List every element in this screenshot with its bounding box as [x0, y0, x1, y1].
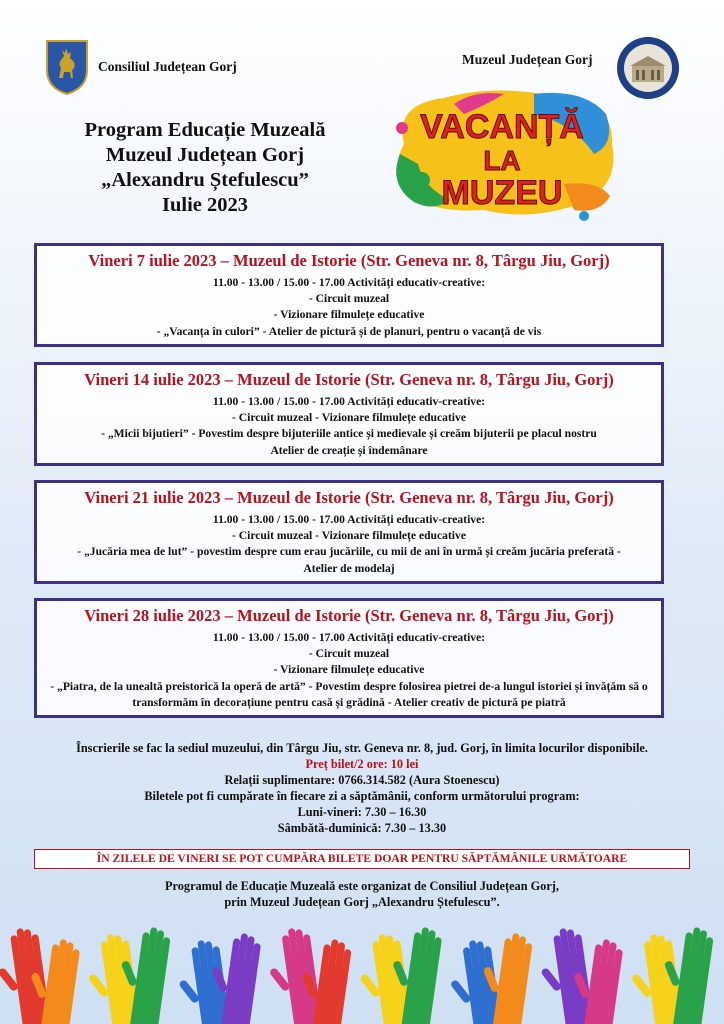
organizer-text	[20, 878, 704, 910]
info-block	[20, 740, 704, 836]
event-box	[34, 243, 664, 347]
event-line: - „Jucăria mea de lut” - povestim despre cum erau jucăriile, cu mii de ani în urmă și creăm jucăria preferată -	[77, 545, 621, 559]
ticket-price: Preț bilet/2 ore: 10 lei	[305, 757, 419, 771]
colorful-hands-decoration	[0, 918, 724, 1024]
event-title: Vineri 21 iulie 2023 – Muzeul de Istorie (Str. Geneva nr. 8, Târgu Jiu, Gorj)	[84, 488, 614, 507]
event-line: Atelier de modelaj	[303, 561, 395, 575]
county-crest-icon	[44, 38, 90, 96]
event-box	[34, 362, 664, 466]
title-line: Iulie 2023	[162, 194, 248, 216]
title-line: Muzeul Județean Gorj	[105, 144, 305, 166]
event-line: - „Piatra, de la unealtă preistorică la operă de artă” - Povestim despre folosirea pietrei de-a lungul istoriei și învățăm să o transformăm în decorațiune pentru casă și grădină - Atelier creativ de pictură pe piatră	[50, 679, 648, 709]
event-line: Atelier de creație și îndemânare	[270, 443, 428, 457]
organizer-line: Programul de Educație Muzeală este organizat de Consiliul Județean Gorj,	[165, 879, 559, 893]
event-line: - Circuit muzeal	[308, 647, 390, 661]
friday-notice: ÎN ZILELE DE VINERI SE POT CUMPĂRA BILETE DOAR PENTRU SĂPTĂMÂNILE URMĂTOARE	[34, 849, 690, 869]
event-line: - „Vacanța în culori” - Atelier de pictură și de planuri, pentru o vacanță de vis	[156, 324, 542, 338]
council-name: Consiliul Județean Gorj	[98, 59, 237, 74]
registration-text: Înscrierile se fac la sediul muzeului, din Târgu Jiu, str. Geneva nr. 8, jud. Gorj, în limita locurilor disponibile.	[76, 741, 648, 755]
hours-weekend: Sâmbătă-duminică: 7.30 – 13.30	[277, 821, 447, 835]
logo-word-la: LA	[483, 145, 521, 176]
title-line: Program Educație Muzeală	[84, 119, 326, 141]
event-line: 11.00 - 13.00 / 15.00 - 17.00 Activități educativ-creative:	[212, 395, 486, 408]
event-box	[34, 598, 664, 718]
event-title: Vineri 14 iulie 2023 – Muzeul de Istorie (Str. Geneva nr. 8, Târgu Jiu, Gorj)	[84, 370, 614, 389]
event-title: Vineri 28 iulie 2023 – Muzeul de Istorie (Str. Geneva nr. 8, Târgu Jiu, Gorj)	[84, 606, 614, 625]
event-line: 11.00 - 13.00 / 15.00 - 17.00 Activități educativ-creative:	[212, 513, 486, 526]
organizer-line: prin Muzeul Județean Gorj „Alexandru Ștefulescu”.	[224, 895, 500, 909]
event-line: - Circuit muzeal - Vizionare filmulețe educative	[232, 411, 466, 425]
title-line: „Alexandru Ștefulescu”	[101, 169, 309, 191]
contact-text: Relații suplimentare: 0766.314.582 (Aura Stoenescu)	[224, 773, 500, 787]
museum-name: Muzeul Județean Gorj	[462, 52, 593, 67]
event-line: 11.00 - 13.00 / 15.00 - 17.00 Activități educativ-creative:	[212, 276, 486, 289]
logo-word-muzeu: MUZEU	[441, 174, 563, 212]
program-title	[20, 118, 390, 218]
museum-seal-icon	[616, 36, 680, 100]
event-line: - Circuit muzeal - Vizionare filmulețe educative	[232, 529, 466, 543]
logo-word-vacanta: VACANȚĂ	[420, 108, 584, 146]
event-line: - Vizionare filmulețe educative	[273, 308, 425, 322]
event-line: - Vizionare filmulețe educative	[273, 663, 425, 677]
event-line: - Circuit muzeal	[308, 292, 390, 306]
event-line: - „Micii bijutieri” - Povestim despre bijuteriile antice și medievale și creăm bijuterii pe placul nostru	[101, 427, 597, 441]
vacanta-la-muzeu-logo	[384, 84, 620, 224]
tickets-text: Biletele pot fi cumpărate în fiecare zi a săptămânii, conform următorului program:	[144, 789, 580, 803]
event-box	[34, 480, 664, 584]
header-left	[44, 38, 237, 96]
hours-weekdays: Luni-vineri: 7.30 – 16.30	[297, 805, 427, 819]
event-title: Vineri 7 iulie 2023 – Muzeul de Istorie (Str. Geneva nr. 8, Târgu Jiu, Gorj)	[88, 251, 610, 270]
event-line: 11.00 - 13.00 / 15.00 - 17.00 Activități educativ-creative:	[212, 631, 486, 644]
